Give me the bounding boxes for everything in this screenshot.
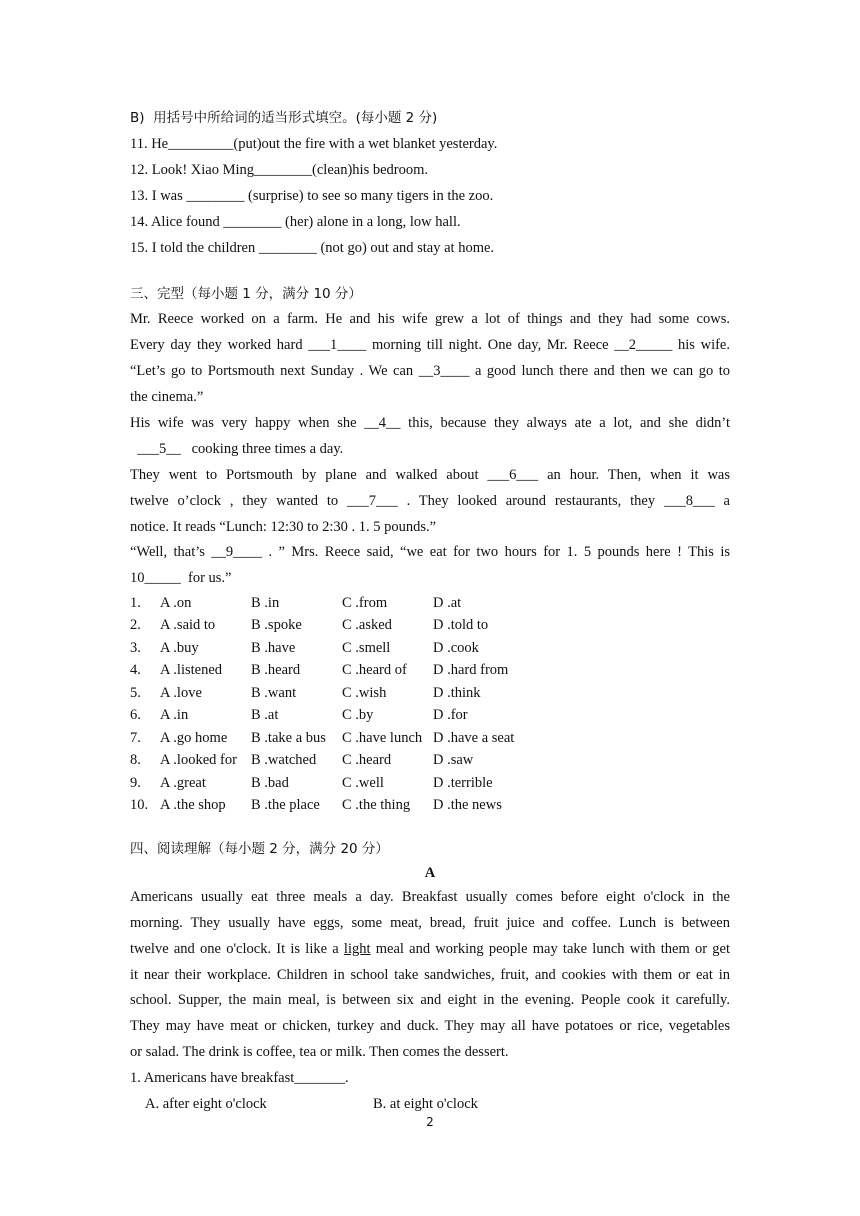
option-d: D .hard from (433, 662, 509, 678)
reading-line-1: Americans usually eat three meals a day. Breakfast usually comes before eight o'clock in the (130, 889, 730, 905)
option-d: D .at (433, 595, 462, 611)
option-number: 1. (130, 595, 141, 611)
option-c: C .smell (342, 640, 391, 656)
option-c: C .wish (342, 685, 387, 701)
option-d: D .the news (433, 797, 502, 813)
reading-line-3-start: twelve and one o'clock. It is like a (130, 941, 344, 957)
option-row (130, 796, 550, 814)
cloze-heading: 三、完型（每小题 1 分，满分 10 分） (130, 286, 362, 302)
option-b: B .take a bus (251, 730, 326, 746)
option-row (130, 774, 550, 792)
option-a: A .go home (160, 730, 228, 746)
partB-item-12: 12. Look! Xiao Ming________(clean)his bedroom. (130, 162, 429, 178)
option-a: A .love (160, 685, 202, 701)
option-number: 5. (130, 685, 141, 701)
option-b: B .at (251, 707, 279, 723)
q1-option-a: A. after eight o'clock (145, 1096, 267, 1112)
cloze-line-5: His wife was very happy when she __4__ this, because they always ate a lot, and she didn’t (130, 415, 730, 431)
option-b: B .heard (251, 662, 301, 678)
option-row (130, 684, 550, 702)
option-a: A .listened (160, 662, 223, 678)
option-row (130, 729, 550, 747)
cloze-line-4: the cinema.” (130, 389, 204, 405)
reading-line-3 (130, 940, 730, 958)
page-number: 2 (426, 1115, 434, 1129)
option-a: A .great (160, 775, 206, 791)
partB-heading: B) 用括号中所给词的适当形式填空。(每小题 2 分) (130, 110, 438, 126)
reading-line-6: They may have meat or chicken, turkey and duck. They may all have potatoes or rice, vegetables (130, 1018, 730, 1034)
option-c: C .have lunch (342, 730, 423, 746)
section-letter: A (424, 865, 436, 881)
option-number: 3. (130, 640, 141, 656)
underlined-word: light (343, 941, 371, 957)
cloze-line-3: “Let’s go to Portsmouth next Sunday . We can __3____ a good lunch there and then we can go to (130, 363, 730, 379)
option-number: 10. (130, 797, 149, 813)
option-a: A .said to (160, 617, 216, 633)
option-number: 4. (130, 662, 141, 678)
option-c: C .asked (342, 617, 392, 633)
reading-line-2: morning. They usually have eggs, some meat, bread, fruit juice and coffee. Lunch is between (130, 915, 730, 931)
cloze-line-1: Mr. Reece worked on a farm. He and his wife grew a lot of things and they had some cows. (130, 311, 730, 327)
option-a: A .in (160, 707, 189, 723)
option-number: 9. (130, 775, 141, 791)
option-c: C .well (342, 775, 384, 791)
option-b: B .have (251, 640, 296, 656)
option-d: D .terrible (433, 775, 493, 791)
option-b: B .want (251, 685, 297, 701)
cloze-line-8: twelve o’clock , they wanted to ___7___ . They looked around restaurants, they ___8___ a (130, 493, 730, 509)
partB-item-13: 13. I was ________ (surprise) to see so many tigers in the zoo. (130, 188, 494, 204)
option-number: 2. (130, 617, 141, 633)
reading-line-3-end: meal and working people may take lunch with them or get (370, 941, 730, 957)
option-number: 8. (130, 752, 141, 768)
reading-line-7: or salad. The drink is coffee, tea or milk. Then comes the dessert. (130, 1044, 509, 1060)
partB-item-11: 11. He_________(put)out the fire with a wet blanket yesterday. (130, 136, 498, 152)
option-b: B .bad (251, 775, 289, 791)
option-row (130, 751, 550, 769)
cloze-line-6: ___5__ cooking three times a day. (130, 441, 344, 457)
option-d: D .told to (433, 617, 489, 633)
reading-line-5: school. Supper, the main meal, is between six and eight in the evening. People cook it carefully. (130, 992, 730, 1008)
option-b: B .the place (251, 797, 320, 813)
option-b: B .watched (251, 752, 317, 768)
option-d: D .for (433, 707, 468, 723)
option-row (130, 706, 550, 724)
option-number: 6. (130, 707, 141, 723)
cloze-line-10: “Well, that’s __9____ . ” Mrs. Reece said, “we eat for two hours for 1. 5 pounds here ! This is (130, 544, 730, 560)
question-1: 1. Americans have breakfast_______. (130, 1070, 349, 1086)
reading-line-4: it near their workplace. Children in school take sandwiches, fruit, and cookies with them or eat in (130, 967, 730, 983)
option-c: C .the thing (342, 797, 411, 813)
option-number: 7. (130, 730, 141, 746)
option-c: C .heard of (342, 662, 407, 678)
option-a: A .the shop (160, 797, 226, 813)
option-a: A .buy (160, 640, 199, 656)
option-a: A .looked for (160, 752, 237, 768)
reading-heading: 四、阅读理解（每小题 2 分，满分 20 分） (130, 841, 389, 857)
option-row (130, 616, 550, 634)
cloze-line-7: They went to Portsmouth by plane and walked about ___6___ an hour. Then, when it was (130, 467, 730, 483)
option-c: C .by (342, 707, 374, 723)
partB-item-15: 15. I told the children ________ (not go) out and stay at home. (130, 240, 495, 256)
option-a: A .on (160, 595, 192, 611)
option-d: D .have a seat (433, 730, 515, 746)
option-row (130, 594, 550, 612)
partB-item-14: 14. Alice found ________ (her) alone in a long, low hall. (130, 214, 461, 230)
option-row (130, 661, 550, 679)
option-c: C .from (342, 595, 388, 611)
option-row (130, 639, 550, 657)
option-d: D .saw (433, 752, 474, 768)
option-b: B .in (251, 595, 280, 611)
option-b: B .spoke (251, 617, 302, 633)
cloze-line-11: 10_____ for us.” (130, 570, 232, 586)
option-d: D .think (433, 685, 481, 701)
cloze-line-2: Every day they worked hard ___1____ morning till night. One day, Mr. Reece __2_____ his wife. (130, 337, 730, 353)
option-c: C .heard (342, 752, 392, 768)
option-d: D .cook (433, 640, 479, 656)
cloze-line-9: notice. It reads “Lunch: 12:30 to 2:30 . 1. 5 pounds.” (130, 519, 437, 535)
q1-option-b: B. at eight o'clock (373, 1096, 478, 1112)
